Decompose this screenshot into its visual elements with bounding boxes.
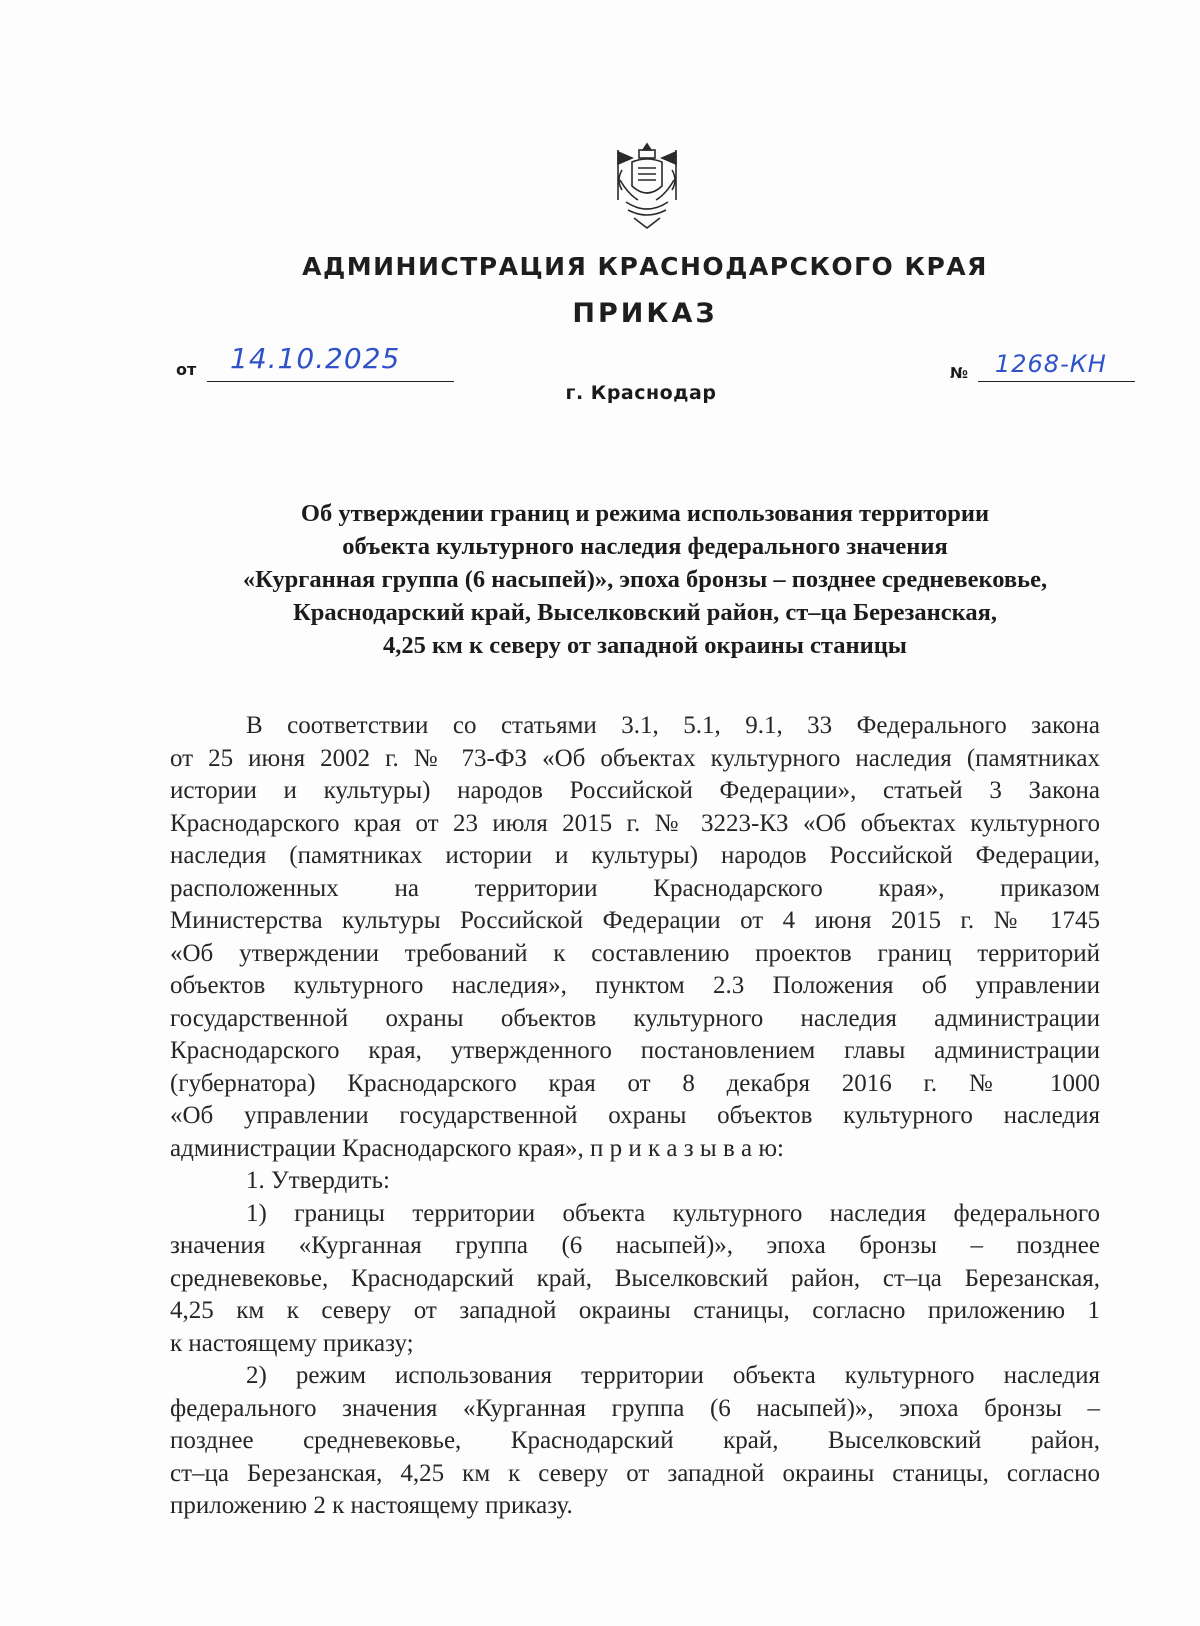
organization-name: АДМИНИСТРАЦИЯ КРАСНОДАРСКОГО КРАЯ [302,252,988,281]
date-prefix: от [176,360,197,379]
body-line: ст–ца Березанская, 4,25 км к северу от западной окраины станицы, согласно [170,1459,1100,1487]
document-title [170,497,1120,662]
title-line: Об утверждении границ и режима использования территории [300,500,990,527]
body-line: позднее средневековье, Краснодарский край, Выселковский район, [170,1427,1100,1454]
body-line: Краснодарского края, утвержденного постановлением главы администрации [170,1037,1100,1064]
body-line: приложению 2 к настоящему приказу. [170,1492,573,1519]
coat-of-arms-icon [606,140,688,234]
body-line: 1) границы территории объекта культурного наследия федерального [246,1199,1100,1227]
body-line: к настоящему приказу; [170,1329,414,1357]
body-line: средневековье, Краснодарский край, Выселковский район, ст–ца Березанская, [170,1264,1100,1292]
body-line: расположенных на территории Краснодарского края», приказом [170,874,1100,902]
body-line: значения «Курганная группа (6 насыпей)», эпоха бронзы – позднее [170,1232,1100,1259]
title-line: 4,25 км к северу от западной окраины станицы [383,632,907,659]
document-type: ПРИКАЗ [572,298,718,329]
body-line: от 25 июня 2002 г. № 73-ФЗ «Об объектах культурного наследия (памятниках [170,744,1100,772]
body-line: В соответствии со статьями 3.1, 5.1, 9.1, 33 Федерального закона [246,712,1100,739]
body-line: наследия (памятниках истории и культуры) народов Российской Федерации, [170,842,1100,869]
body-line: 1. Утвердить: [246,1167,390,1194]
body-line: 2) режим использования территории объекта культурного наследия [246,1362,1100,1389]
title-line: объекта культурного наследия федерального значения [342,533,948,560]
title-line: Краснодарский край, Выселковский район, ст–ца Березанская, [292,599,998,626]
body-line: «Об утверждении требований к составлению проектов границ территорий [170,939,1100,967]
body-line: Краснодарского края от 23 июля 2015 г. № 3223-КЗ «Об объектах культурного [170,809,1100,837]
body-line: «Об управлении государственной охраны объектов культурного наследия [170,1102,1100,1129]
body-line: администрации Краснодарского края», п р и к а з ы в а ю: [170,1134,784,1162]
body-line: федерального значения «Курганная группа (6 насыпей)», эпоха бронзы – [170,1394,1100,1422]
body-line: государственной охраны объектов культурного наследия администрации [170,1004,1100,1032]
body-line: (губернатора) Краснодарского края от 8 декабря 2016 г. № 1000 [170,1069,1100,1097]
body-line: объектов культурного наследия», пунктом 2.3 Положения об управлении [170,972,1100,999]
body-line: Министерства культуры Российской Федерации от 4 июня 2015 г. № 1745 [170,907,1100,934]
body-line: истории и культуры) народов Российской Федерации», статьей 3 Закона [170,777,1100,804]
title-line: «Курганная группа (6 насыпей)», эпоха бронзы – позднее средневековье, [242,566,1048,593]
body-line: 4,25 км к северу от западной окраины станицы, согласно приложению 1 [170,1297,1100,1324]
city-name: г. Краснодар [565,382,717,404]
document-body [170,710,1100,1523]
handwritten-date: 14.10.2025 [230,342,401,375]
handwritten-number: 1268-КН [995,350,1107,378]
number-prefix: № [950,364,969,382]
